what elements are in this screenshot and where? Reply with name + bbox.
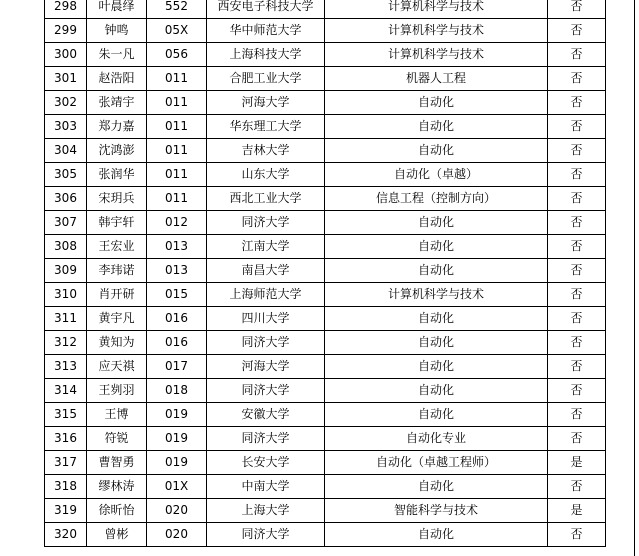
cell-major[interactable]: 自动化专业 xyxy=(325,427,548,451)
cell-no[interactable]: 313 xyxy=(45,355,87,379)
cell-major[interactable]: 自动化 xyxy=(325,523,548,547)
cell-name[interactable]: 宋玥兵 xyxy=(87,187,147,211)
table-row[interactable] xyxy=(45,19,606,43)
cell-major[interactable]: 信息工程（控制方向） xyxy=(325,187,548,211)
table-row[interactable] xyxy=(45,283,606,307)
cell-university[interactable]: 中南大学 xyxy=(207,475,325,499)
cell-name[interactable]: 张靖宇 xyxy=(87,91,147,115)
cell-code[interactable]: 019 xyxy=(147,403,207,427)
cell-university[interactable]: 河海大学 xyxy=(207,91,325,115)
cell-name[interactable]: 叶晨绎 xyxy=(87,0,147,19)
cell-name[interactable]: 肖开研 xyxy=(87,283,147,307)
cell-major[interactable]: 自动化 xyxy=(325,91,548,115)
cell-code[interactable]: 05X xyxy=(147,19,207,43)
cell-no[interactable]: 303 xyxy=(45,115,87,139)
cell-name[interactable]: 黄知为 xyxy=(87,331,147,355)
cell-code[interactable]: 011 xyxy=(147,163,207,187)
table-row[interactable] xyxy=(45,451,606,475)
cell-university[interactable]: 同济大学 xyxy=(207,211,325,235)
cell-flag[interactable]: 否 xyxy=(548,475,606,499)
cell-no[interactable]: 300 xyxy=(45,43,87,67)
cell-no[interactable]: 319 xyxy=(45,499,87,523)
cell-major[interactable]: 自动化 xyxy=(325,355,548,379)
cell-no[interactable]: 320 xyxy=(45,523,87,547)
cell-major[interactable]: 计算机科学与技术 xyxy=(325,43,548,67)
cell-flag[interactable]: 否 xyxy=(548,0,606,19)
cell-university[interactable]: 上海科技大学 xyxy=(207,43,325,67)
cell-university[interactable]: 西安电子科技大学 xyxy=(207,0,325,19)
cell-university[interactable]: 江南大学 xyxy=(207,235,325,259)
cell-university[interactable]: 山东大学 xyxy=(207,163,325,187)
cell-major[interactable]: 自动化 xyxy=(325,235,548,259)
cell-no[interactable]: 310 xyxy=(45,283,87,307)
cell-university[interactable]: 上海师范大学 xyxy=(207,283,325,307)
cell-name[interactable]: 郑力嘉 xyxy=(87,115,147,139)
cell-major[interactable]: 自动化 xyxy=(325,139,548,163)
cell-name[interactable]: 符锐 xyxy=(87,427,147,451)
cell-no[interactable]: 317 xyxy=(45,451,87,475)
cell-flag[interactable]: 否 xyxy=(548,283,606,307)
table-row[interactable] xyxy=(45,403,606,427)
cell-code[interactable]: 016 xyxy=(147,331,207,355)
cell-major[interactable]: 自动化 xyxy=(325,331,548,355)
table-row[interactable] xyxy=(45,0,606,19)
cell-major[interactable]: 自动化 xyxy=(325,211,548,235)
cell-major[interactable]: 计算机科学与技术 xyxy=(325,0,548,19)
cell-flag[interactable]: 否 xyxy=(548,19,606,43)
cell-university[interactable]: 西北工业大学 xyxy=(207,187,325,211)
cell-major[interactable]: 自动化（卓越工程师） xyxy=(325,451,548,475)
cell-university[interactable]: 河海大学 xyxy=(207,355,325,379)
table-row[interactable] xyxy=(45,67,606,91)
cell-name[interactable]: 曹智勇 xyxy=(87,451,147,475)
cell-code[interactable]: 018 xyxy=(147,379,207,403)
table-row[interactable] xyxy=(45,379,606,403)
cell-code[interactable]: 013 xyxy=(147,259,207,283)
cell-no[interactable]: 301 xyxy=(45,67,87,91)
table-row[interactable] xyxy=(45,259,606,283)
cell-name[interactable]: 徐昕怡 xyxy=(87,499,147,523)
cell-no[interactable]: 309 xyxy=(45,259,87,283)
table-row[interactable] xyxy=(45,307,606,331)
cell-no[interactable]: 305 xyxy=(45,163,87,187)
cell-code[interactable]: 011 xyxy=(147,139,207,163)
table-row[interactable] xyxy=(45,475,606,499)
cell-code[interactable]: 012 xyxy=(147,211,207,235)
cell-name[interactable]: 应天祺 xyxy=(87,355,147,379)
cell-name[interactable]: 曾彬 xyxy=(87,523,147,547)
table-body xyxy=(45,0,606,547)
cell-flag[interactable]: 否 xyxy=(548,43,606,67)
cell-name[interactable]: 赵浩阳 xyxy=(87,67,147,91)
cell-no[interactable]: 304 xyxy=(45,139,87,163)
cell-no[interactable]: 307 xyxy=(45,211,87,235)
admission-table xyxy=(44,0,606,547)
cell-university[interactable]: 长安大学 xyxy=(207,451,325,475)
cell-university[interactable]: 南昌大学 xyxy=(207,259,325,283)
cell-code[interactable]: 552 xyxy=(147,0,207,19)
cell-no[interactable]: 302 xyxy=(45,91,87,115)
cell-flag[interactable]: 否 xyxy=(548,307,606,331)
cell-major[interactable]: 自动化 xyxy=(325,403,548,427)
cell-flag[interactable]: 否 xyxy=(548,403,606,427)
cell-no[interactable]: 316 xyxy=(45,427,87,451)
cell-code[interactable]: 019 xyxy=(147,427,207,451)
cell-name[interactable]: 黄宇凡 xyxy=(87,307,147,331)
cell-name[interactable]: 王博 xyxy=(87,403,147,427)
cell-code[interactable]: 015 xyxy=(147,283,207,307)
cell-flag[interactable]: 否 xyxy=(548,115,606,139)
table-row[interactable] xyxy=(45,163,606,187)
table-row[interactable] xyxy=(45,235,606,259)
cell-name[interactable]: 缪林涛 xyxy=(87,475,147,499)
cell-name[interactable]: 王宏业 xyxy=(87,235,147,259)
cell-code[interactable]: 011 xyxy=(147,67,207,91)
cell-major[interactable]: 计算机科学与技术 xyxy=(325,283,548,307)
table-row[interactable] xyxy=(45,355,606,379)
table-row[interactable] xyxy=(45,499,606,523)
cell-major[interactable]: 自动化 xyxy=(325,475,548,499)
cell-university[interactable]: 四川大学 xyxy=(207,307,325,331)
cell-name[interactable]: 韩宇轩 xyxy=(87,211,147,235)
cell-major[interactable]: 自动化 xyxy=(325,307,548,331)
table-row[interactable] xyxy=(45,43,606,67)
cell-code[interactable]: 056 xyxy=(147,43,207,67)
cell-no[interactable]: 299 xyxy=(45,19,87,43)
cell-flag[interactable]: 否 xyxy=(548,91,606,115)
cell-flag[interactable]: 否 xyxy=(548,211,606,235)
cell-code[interactable]: 019 xyxy=(147,451,207,475)
cell-university[interactable]: 同济大学 xyxy=(207,331,325,355)
cell-flag[interactable]: 否 xyxy=(548,331,606,355)
cell-code[interactable]: 011 xyxy=(147,187,207,211)
cell-university[interactable]: 上海大学 xyxy=(207,499,325,523)
table-row[interactable] xyxy=(45,211,606,235)
cell-code[interactable]: 011 xyxy=(147,115,207,139)
cell-major[interactable]: 自动化 xyxy=(325,115,548,139)
cell-university[interactable]: 同济大学 xyxy=(207,379,325,403)
cell-flag[interactable]: 是 xyxy=(548,499,606,523)
table-row[interactable] xyxy=(45,523,606,547)
cell-name[interactable]: 王刿羽 xyxy=(87,379,147,403)
cell-code[interactable]: 020 xyxy=(147,499,207,523)
cell-no[interactable]: 314 xyxy=(45,379,87,403)
cell-flag[interactable]: 否 xyxy=(548,67,606,91)
cell-name[interactable]: 张润华 xyxy=(87,163,147,187)
cell-name[interactable]: 朱一凡 xyxy=(87,43,147,67)
table-row[interactable] xyxy=(45,187,606,211)
cell-university[interactable]: 合肥工业大学 xyxy=(207,67,325,91)
table-row[interactable] xyxy=(45,331,606,355)
cell-flag[interactable]: 否 xyxy=(548,163,606,187)
cell-name[interactable]: 沈鸿澎 xyxy=(87,139,147,163)
cell-major[interactable]: 自动化 xyxy=(325,379,548,403)
cell-flag[interactable]: 否 xyxy=(548,235,606,259)
cell-no[interactable]: 315 xyxy=(45,403,87,427)
cell-name[interactable]: 李玮诺 xyxy=(87,259,147,283)
cell-code[interactable]: 011 xyxy=(147,91,207,115)
cell-code[interactable]: 016 xyxy=(147,307,207,331)
cell-no[interactable]: 306 xyxy=(45,187,87,211)
cell-code[interactable]: 01X xyxy=(147,475,207,499)
cell-no[interactable]: 312 xyxy=(45,331,87,355)
cell-major[interactable]: 自动化（卓越） xyxy=(325,163,548,187)
cell-flag[interactable]: 否 xyxy=(548,139,606,163)
cell-major[interactable]: 机器人工程 xyxy=(325,67,548,91)
cell-major[interactable]: 计算机科学与技术 xyxy=(325,19,548,43)
sheet-right-border xyxy=(634,0,635,556)
cell-flag[interactable]: 否 xyxy=(548,259,606,283)
cell-university[interactable]: 华东理工大学 xyxy=(207,115,325,139)
cell-university[interactable]: 同济大学 xyxy=(207,427,325,451)
table-row[interactable] xyxy=(45,139,606,163)
cell-flag[interactable]: 否 xyxy=(548,379,606,403)
cell-university[interactable]: 华中师范大学 xyxy=(207,19,325,43)
cell-no[interactable]: 311 xyxy=(45,307,87,331)
cell-no[interactable]: 298 xyxy=(45,0,87,19)
cell-flag[interactable]: 否 xyxy=(548,187,606,211)
table-row[interactable] xyxy=(45,91,606,115)
cell-major[interactable]: 智能科学与技术 xyxy=(325,499,548,523)
cell-university[interactable]: 同济大学 xyxy=(207,523,325,547)
cell-flag[interactable]: 否 xyxy=(548,523,606,547)
table-row[interactable] xyxy=(45,115,606,139)
cell-code[interactable]: 017 xyxy=(147,355,207,379)
cell-code[interactable]: 020 xyxy=(147,523,207,547)
cell-flag[interactable]: 是 xyxy=(548,451,606,475)
cell-no[interactable]: 308 xyxy=(45,235,87,259)
cell-name[interactable]: 钟鸣 xyxy=(87,19,147,43)
cell-flag[interactable]: 否 xyxy=(548,355,606,379)
cell-flag[interactable]: 否 xyxy=(548,427,606,451)
table-row[interactable] xyxy=(45,427,606,451)
cell-university[interactable]: 安徽大学 xyxy=(207,403,325,427)
cell-university[interactable]: 吉林大学 xyxy=(207,139,325,163)
cell-code[interactable]: 013 xyxy=(147,235,207,259)
cell-major[interactable]: 自动化 xyxy=(325,259,548,283)
cell-no[interactable]: 318 xyxy=(45,475,87,499)
